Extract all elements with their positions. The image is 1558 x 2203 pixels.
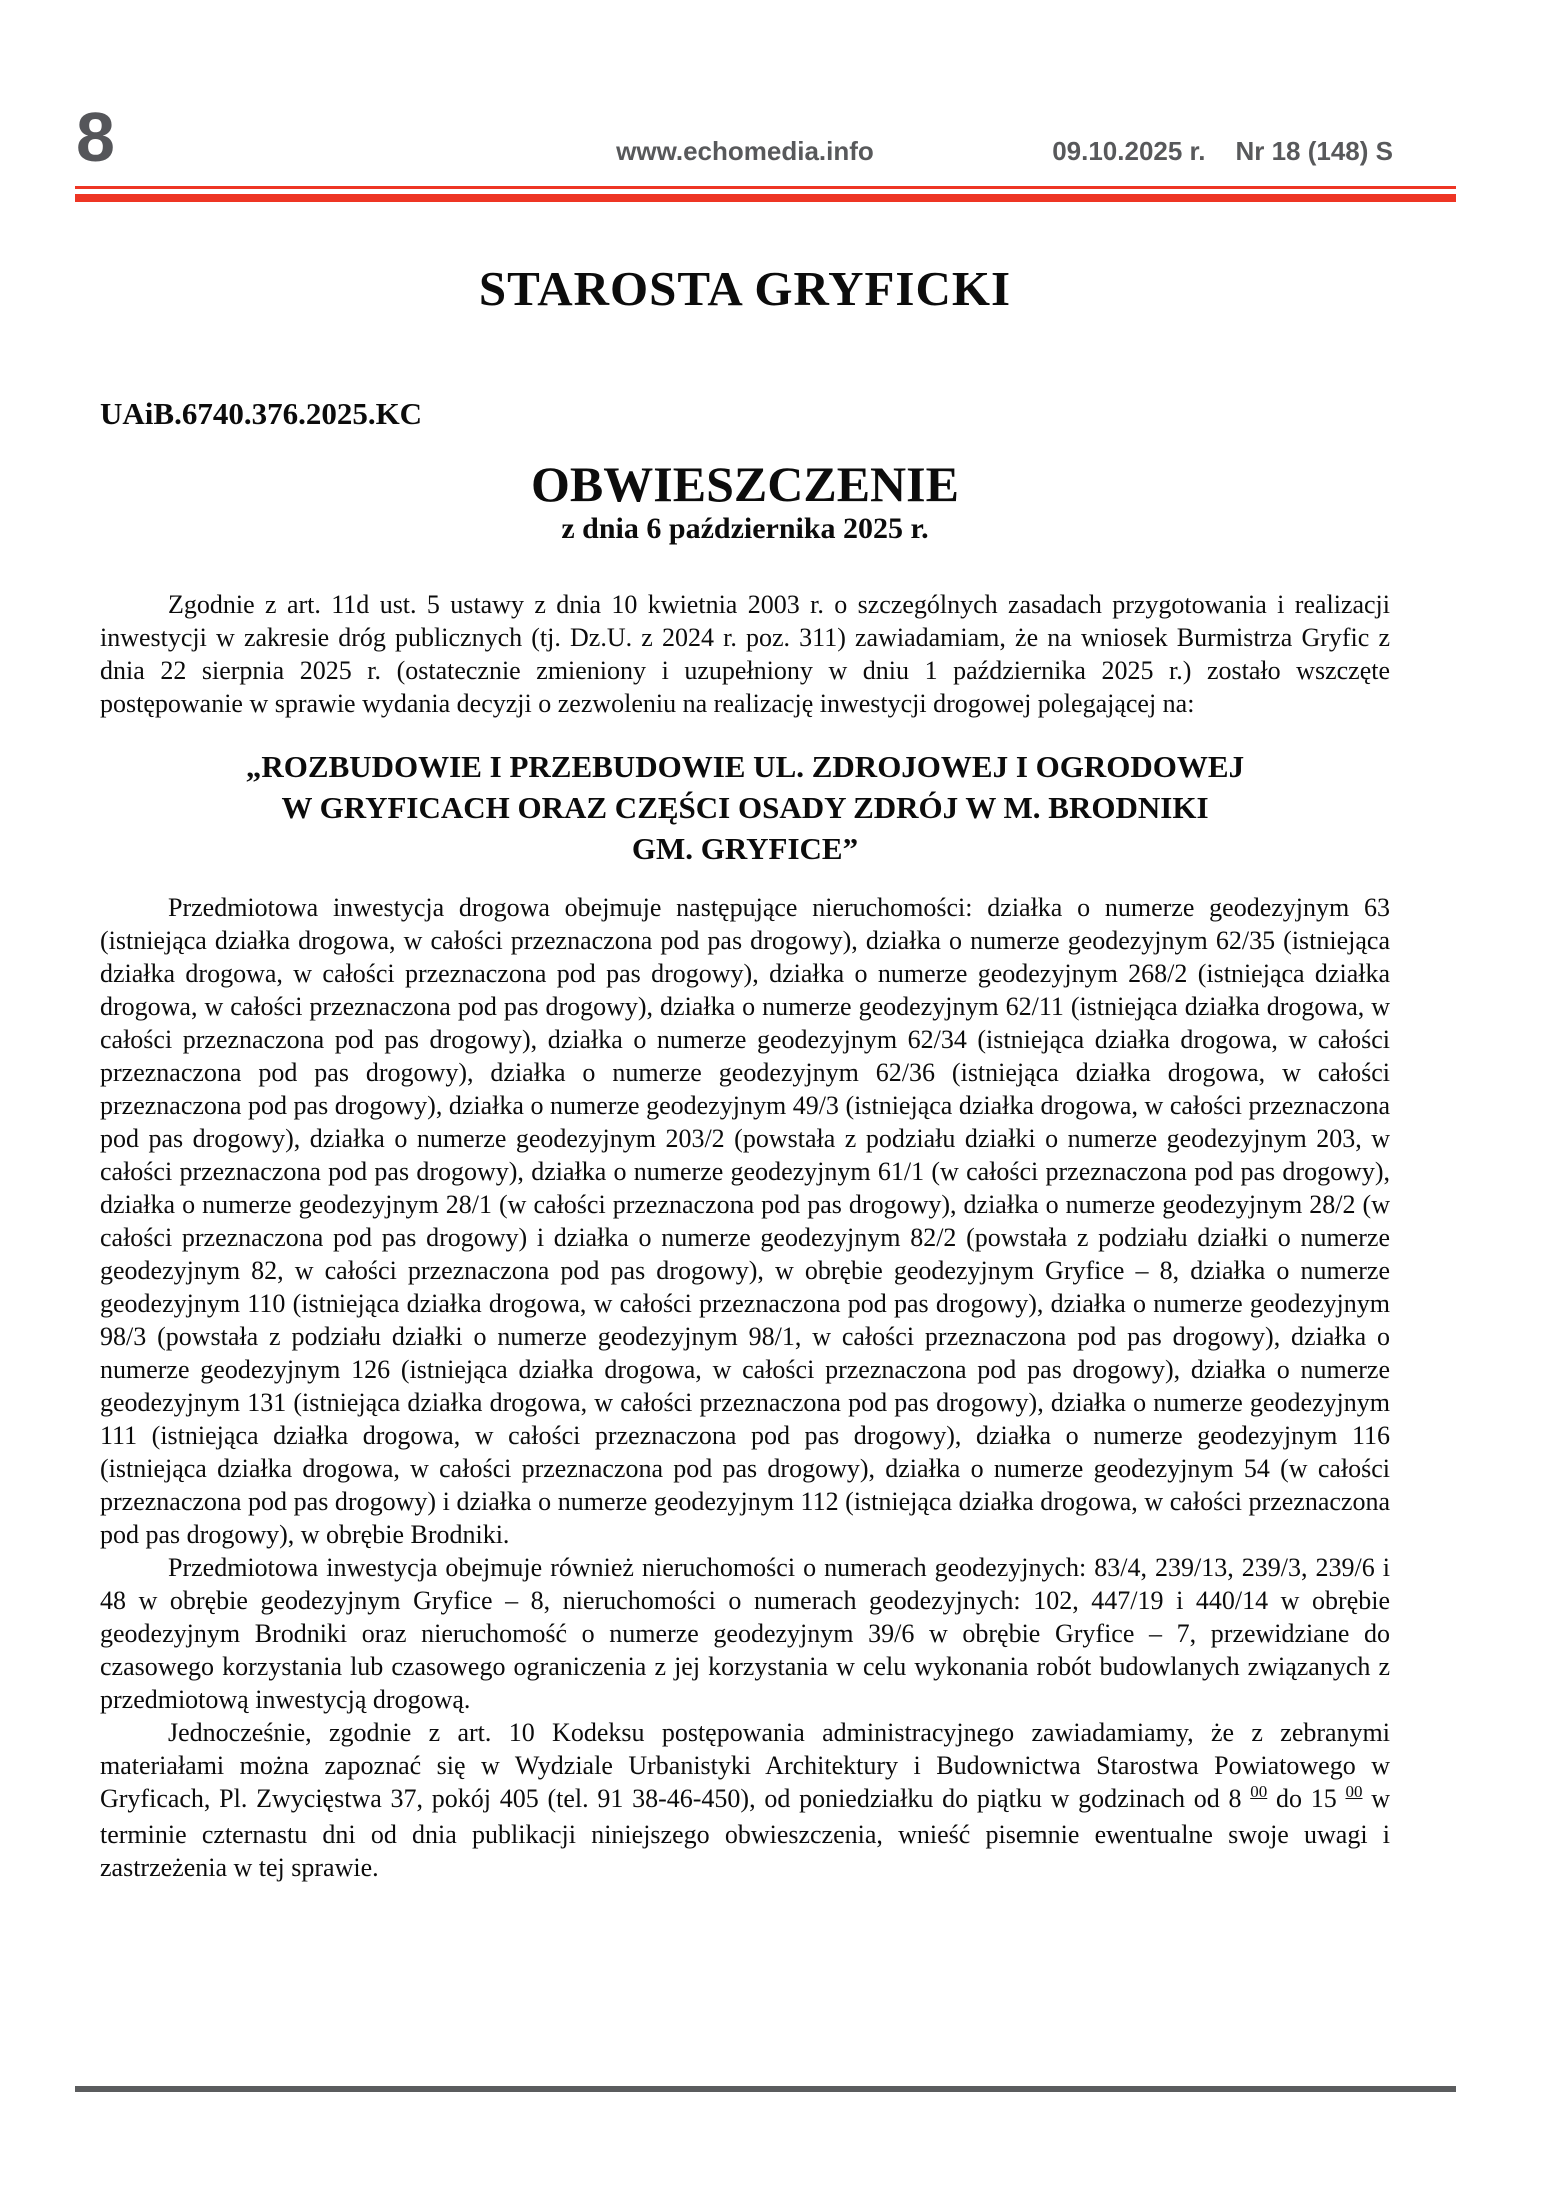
- notice-date: z dnia 6 października 2025 r.: [561, 512, 929, 546]
- parcels-paragraph: Przedmiotowa inwestycja drogowa obejmuje następujące nieruchomości: działka o numerze geodezyjnym 63 (istniejąca działka drogowa, w całości przeznaczona pod pas drogowy), działka o numerze geodezyjnym 62/35 (istniejąca działka drogowa, w całości przeznaczona pod pas drogowy), działka o numerze geodezyjnym 268/2 (istniejąca działka drogowa, w całości przeznaczona pod pas drogowy), działka o numerze geodezyjnym 62/11 (istniejąca działka drogowa, w całości przeznaczona pod pas drogowy), działka o numerze geodezyjnym 62/34 (istniejąca działka drogowa, w całości przeznaczona pod pas drogowy), działka o numerze geodezyjnym 62/36 (istniejąca działka drogowa, w całości przeznaczona pod pas drogowy), działka o numerze geodezyjnym 49/3 (istniejąca działka drogowa, w całości przeznaczona pod pas drogowy), działka o numerze geodezyjnym 203/2 (powstała z podziału działki o numerze geodezyjnym 203, w całości przeznaczona pod pas drogowy), działka o numerze geodezyjnym 61/1 (w całości przeznaczona pod pas drogowy), działka o numerze geodezyjnym 28/1 (w całości przeznaczona pod pas drogowy), działka o numerze geodezyjnym 28/2 (w całości przeznaczona pod pas drogowy) i działka o numerze geodezyjnym 82/2 (powstała z podziału działki o numerze geodezyjnym 82, w całości przeznaczona pod pas drogowy), w obrębie geodezyjnym Gryfice – 8, działka o numerze geodezyjnym 110 (istniejąca działka drogowa, w całości przeznaczona pod pas drogowy), działka o numerze geodezyjnym 98/3 (powstała z podziału działki o numerze geodezyjnym 98/1, w całości przeznaczona pod pas drogowy), działka o numerze geodezyjnym 126 (istniejąca działka drogowa, w całości przeznaczona pod pas drogowy), działka o numerze geodezyjnym 131 (istniejąca działka drogowa, w całości przeznaczona pod pas drogowy), działka o numerze geodezyjnym 111 (istniejąca działka drogowa, w całości przeznaczona pod pas drogowy), działka o numerze geodezyjnym 116 (istniejąca działka drogowa, w całości przeznaczona pod pas drogowy), działka o numerze geodezyjnym 54 (w całości przeznaczona pod pas drogowy) i działka o numerze geodezyjnym 112 (istniejąca działka drogowa, w całości przeznaczona pod pas drogowy), w obrębie Brodniki.: [100, 893, 1390, 1550]
- closing-paragraph-part-1: Jednocześnie, zgodnie z art. 10 Kodeksu postępowania administracyjnego zawiadamiamy, że z zebranymi materiałami można zapoznać się w Wydziale Urbanistyki Architektury i Budownictwa Starostwa Powiatowego w Gryficach, Pl. Zwycięstwa 37, pokój 405 (tel. 91 38-46-450), od poniedziałku do piątku w godzinach od 8: [100, 1718, 1390, 1814]
- authority-title: STAROSTA GRYFICKI: [478, 261, 1012, 316]
- header-red-rule: [75, 186, 1456, 202]
- project-title: [100, 746, 1390, 869]
- additional-parcels-paragraph: Przedmiotowa inwestycja obejmuje również nieruchomości o numerach geodezyjnych: 83/4, 239/13, 239/3, 239/6 i 48 w obrębie geodezyjnym Gryfice – 8, nieruchomości o numerach geodezyjnych: 102, 447/19 i 440/14 w obrębie geodezyjnym Brodniki oraz nieruchomość o numerze geodezyjnym 39/6 w obrębie Gryfice – 7, przewidziane do czasowego korzystania lub czasowego ograniczenia z jej korzystania w celu wykonania robót budowlanych związanych z przedmiotową inwestycją drogową.: [100, 1553, 1390, 1715]
- reference-number: UAiB.6740.376.2025.KC: [100, 395, 423, 431]
- project-title-line-3: GM. GRYFICE”: [631, 831, 859, 867]
- closing-paragraph-part-2: do 15: [1267, 1784, 1346, 1814]
- page-number: 8: [76, 98, 113, 176]
- intro-paragraph: Zgodnie z art. 11d ust. 5 ustawy z dnia 10 kwietnia 2003 r. o szczególnych zasadach przygotowania i realizacji inwestycji w zakresie dróg publicznych (tj. Dz.U. z 2024 r. poz. 311) zawiadamiam, że na wniosek Burmistrza Gryfic z dnia 22 sierpnia 2025 r. (ostatecznie zmieniony i uzupełniony w dniu 1 października 2025 r.) zostało wszczęte postępowanie w sprawie wydania decyzji o zezwoleniu na realizację inwestycji drogowej polegającej na:: [100, 590, 1390, 719]
- closing-hour-superscript: 00: [1345, 1782, 1363, 1802]
- issue-number: Nr 18 (148) S: [1235, 136, 1393, 166]
- issue-date: 09.10.2025 r.: [1052, 136, 1206, 166]
- notice-title: OBWIESZCZENIE: [531, 455, 959, 512]
- site-url: www.echomedia.info: [616, 136, 874, 166]
- project-title-line-2: W GRYFICACH ORAZ CZĘŚCI OSADY ZDRÓJ W M. BRODNIKI: [281, 790, 1209, 826]
- project-title-line-1: „ROZBUDOWIE I PRZEBUDOWIE UL. ZDROJOWEJ I OGRODOWEJ: [245, 749, 1245, 785]
- announcement-body: [100, 262, 1390, 1884]
- header-issue-info: [1052, 136, 1393, 167]
- footer-rule: [75, 2086, 1456, 2092]
- opening-hour-superscript: 00: [1250, 1782, 1268, 1802]
- closing-paragraph: [100, 1716, 1390, 1884]
- closing-paragraph-part-3: w terminie czternastu dni od dnia publikacji niniejszego obwieszczenia, wnieść pisemnie ewentualne swoje uwagi i zastrzeżenia w tej sprawie.: [100, 1784, 1391, 1883]
